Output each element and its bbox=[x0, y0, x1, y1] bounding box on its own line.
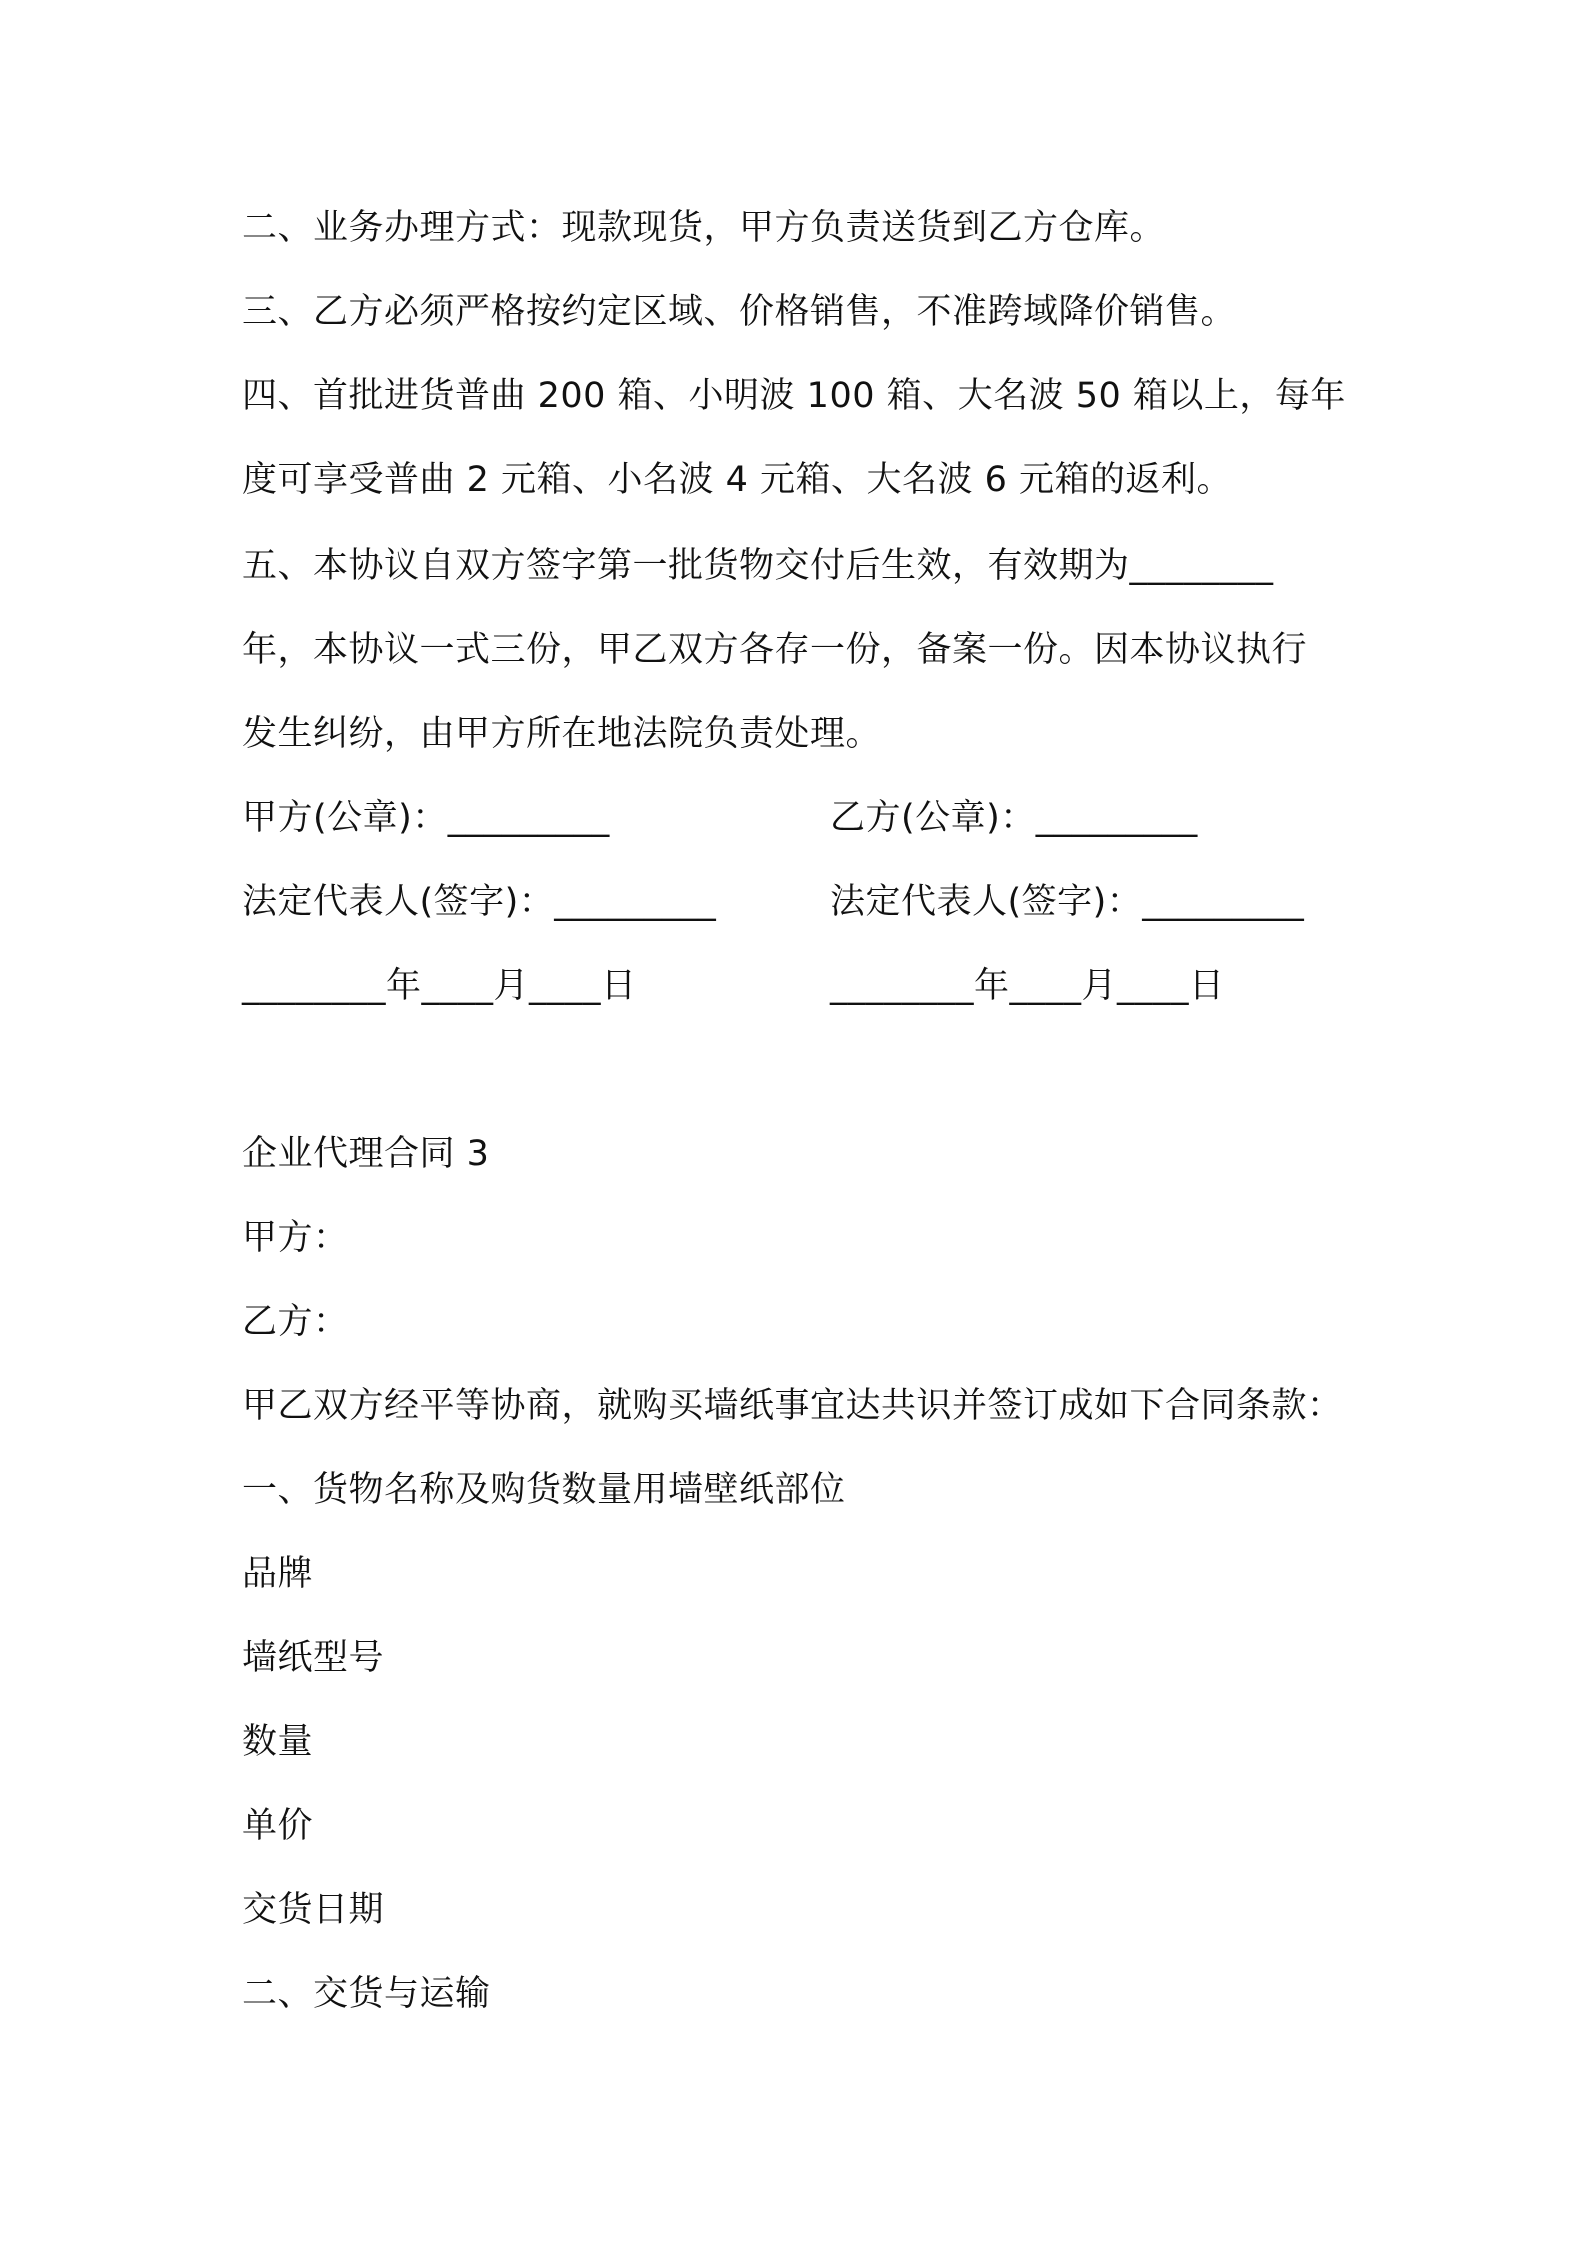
party-b-representative: 法定代表人(签字)：_________ bbox=[830, 882, 1305, 922]
clause-5-line-3: 发生纠纷，由甲方所在地法院负责处理。 bbox=[242, 714, 882, 754]
contract-3-party-a: 甲方： bbox=[242, 1218, 349, 1258]
clause-3: 三、乙方必须严格按约定区域、价格销售，不准跨域降价销售。 bbox=[242, 292, 1237, 332]
party-b-seal: 乙方(公章)：_________ bbox=[830, 798, 1198, 838]
clause-4-line-1: 四、首批进货普曲 200 箱、小明波 100 箱、大名波 50 箱以上，每年 bbox=[242, 376, 1346, 416]
contract-3-party-b: 乙方： bbox=[242, 1302, 349, 1342]
contract-3-intro: 甲乙双方经平等协商，就购买墙纸事宜达共识并签订成如下合同条款： bbox=[242, 1386, 1343, 1426]
clause-2: 二、业务办理方式：现款现货，甲方负责送货到乙方仓库。 bbox=[242, 208, 1166, 248]
party-a-representative: 法定代表人(签字)：_________ bbox=[242, 882, 717, 922]
section-2-heading: 二、交货与运输 bbox=[242, 1974, 491, 2014]
party-b-date: ________年____月____日 bbox=[830, 966, 1225, 1006]
contract-3-title: 企业代理合同 3 bbox=[242, 1134, 490, 1174]
clause-5-line-2: 年，本协议一式三份，甲乙双方各存一份，备案一份。因本协议执行 bbox=[242, 630, 1308, 670]
section-1-heading: 一、货物名称及购货数量用墙壁纸部位 bbox=[242, 1470, 846, 1510]
field-brand: 品牌 bbox=[242, 1554, 314, 1594]
clause-4-line-2: 度可享受普曲 2 元箱、小名波 4 元箱、大名波 6 元箱的返利。 bbox=[242, 460, 1233, 500]
party-a-date: ________年____月____日 bbox=[242, 966, 637, 1006]
party-a-seal: 甲方(公章)：_________ bbox=[242, 798, 610, 838]
field-quantity: 数量 bbox=[242, 1722, 314, 1762]
field-unit-price: 单价 bbox=[242, 1806, 314, 1846]
clause-5-line-1: 五、本协议自双方签字第一批货物交付后生效，有效期为________ bbox=[242, 546, 1274, 586]
field-wallpaper-model: 墙纸型号 bbox=[242, 1638, 385, 1678]
field-delivery-date: 交货日期 bbox=[242, 1890, 385, 1930]
